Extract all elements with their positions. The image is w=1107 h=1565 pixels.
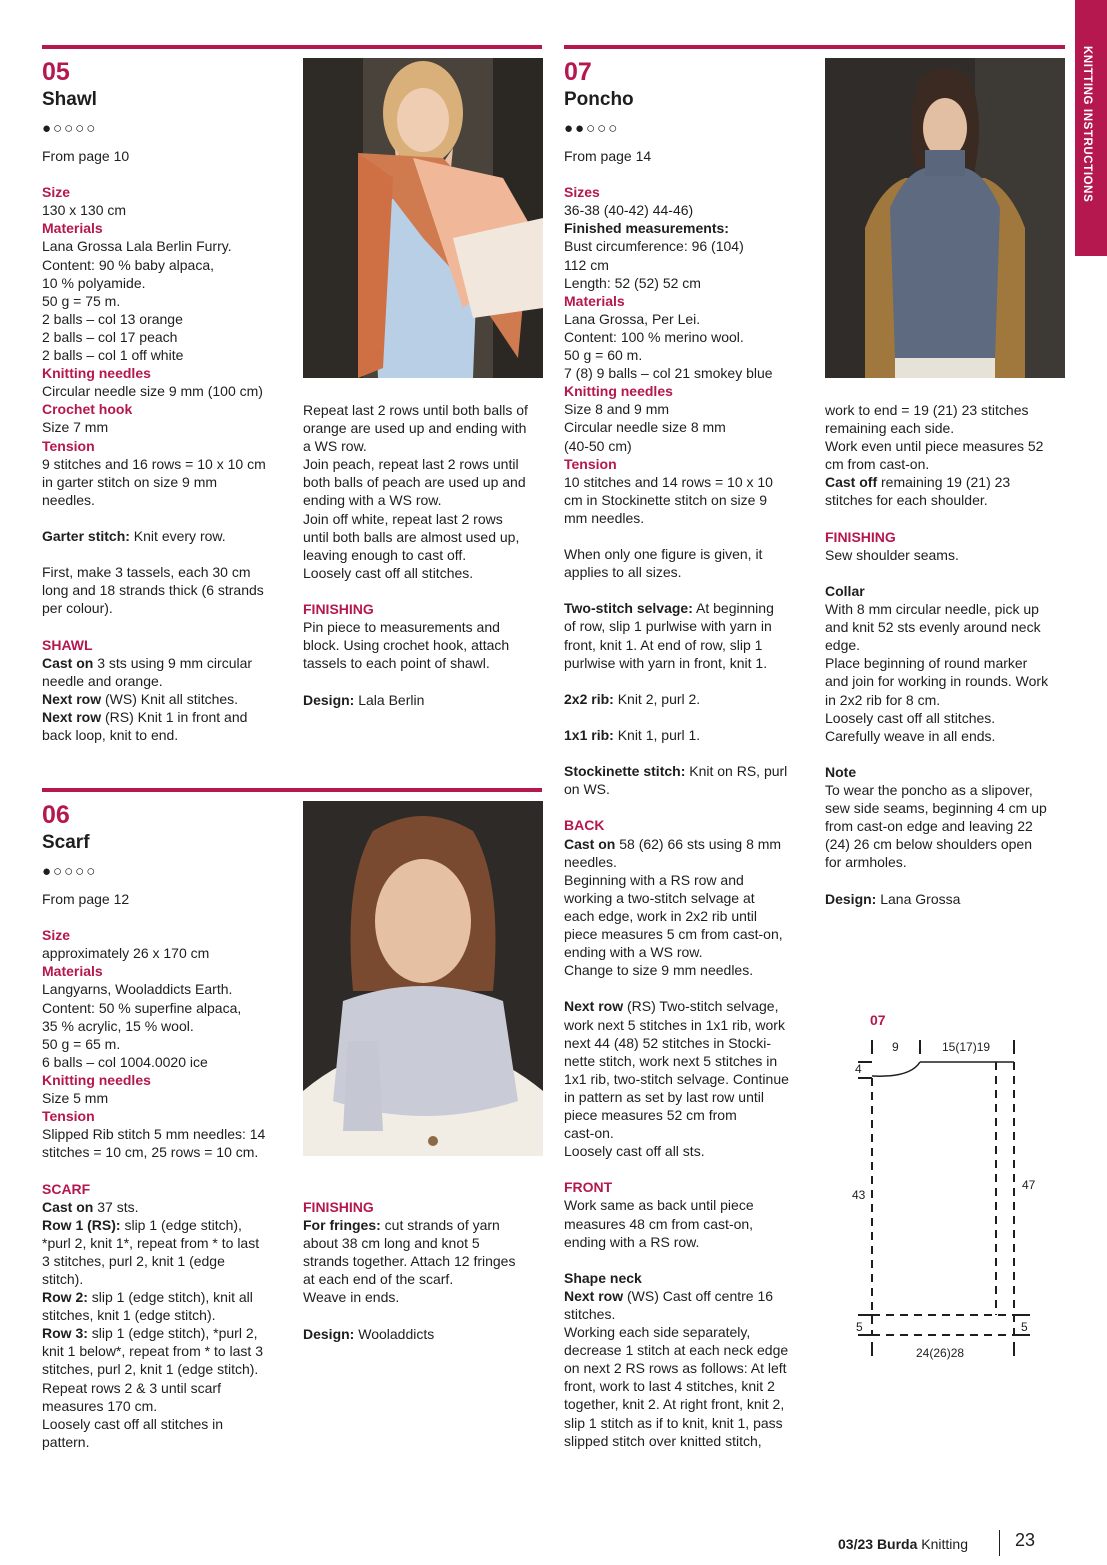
shawl-instructions (42, 147, 292, 744)
text: 50 g = 75 m. (42, 292, 121, 309)
text: until both balls are almost used up, (303, 528, 520, 545)
text: at each end of the scarf. (303, 1271, 454, 1288)
text: 1x1 rib, two-stitch selvage. Continue (564, 1070, 789, 1087)
subheading: Note (825, 763, 857, 780)
text: next 44 (48) 52 stitches in Stocki- (564, 1034, 771, 1051)
text: Work even until piece measures 52 (825, 438, 1044, 455)
heading: Size (42, 184, 71, 201)
shawl-photo (303, 58, 543, 378)
body-width: 24(26)28 (916, 1346, 965, 1360)
text: (40-50 cm) (564, 437, 632, 454)
text: Lana Grossa Lala Berlin Furry. (42, 238, 232, 255)
text: (24) 26 cm below shoulders open (825, 836, 1033, 853)
poncho-photo (825, 58, 1065, 378)
heading: BACK (564, 817, 605, 834)
text: orange are used up and ending with (303, 420, 527, 437)
text: about 38 cm long and knot 5 (303, 1235, 480, 1252)
heading: FRONT (564, 1179, 613, 1196)
scarf-photo (303, 801, 543, 1156)
text: Next row (WS) Knit all stitches. (42, 690, 239, 707)
heading: FINISHING (303, 601, 374, 618)
text: Next row (WS) Cast off centre 16 (564, 1287, 774, 1304)
text: mm needles. (564, 509, 645, 526)
text: Pin piece to measurements and (303, 619, 500, 636)
heading: Materials (564, 292, 625, 309)
text: Slipped Rib stitch 5 mm needles: 14 (42, 1126, 266, 1143)
text: Cast off remaining 19 (21) 23 (825, 474, 1011, 491)
text: back loop, knit to end. (42, 727, 179, 743)
neck-width: 9 (892, 1040, 899, 1054)
text: together, knit 2. At right front, knit 2, (564, 1396, 785, 1413)
text: in 2x2 rib for 8 cm. (825, 691, 941, 708)
rule-06 (42, 788, 542, 792)
text: Loosely cast off all sts. (564, 1143, 705, 1160)
text: Cast on 58 (62) 66 sts using 8 mm (564, 835, 782, 852)
text: 6 balls – col 1004.0020 ice (42, 1053, 208, 1070)
text: cm from cast-on. (825, 456, 930, 473)
text: work next 5 stitches in 1x1 rib, work (564, 1016, 785, 1033)
text: a WS row. (303, 438, 367, 455)
text: needles. (564, 853, 617, 870)
subheading: Collar (825, 582, 865, 599)
difficulty-rating: ●○○○○ (42, 863, 98, 880)
poncho-instructions-cont (825, 401, 1070, 908)
issue: 03/23 (838, 1536, 874, 1552)
text: ending with a WS row. (303, 492, 442, 509)
from-page: From page 14 (564, 148, 652, 164)
text: purlwise with yarn in front, knit 1. (564, 654, 768, 671)
design-credit: Design: Wooladdicts (303, 1325, 435, 1342)
footer-issue (838, 1536, 968, 1552)
text: Repeat rows 2 & 3 until scarf (42, 1379, 221, 1396)
text: decrease 1 stitch at each neck edge (564, 1342, 789, 1359)
text: Row 2: slip 1 (edge stitch), knit all (42, 1289, 253, 1306)
heading: SHAWL (42, 636, 93, 653)
poncho-instructions (564, 147, 814, 1450)
text: needle and orange. (42, 672, 163, 689)
shoulder-width: 15(17)19 (942, 1040, 991, 1054)
text: Langyarns, Wooladdicts Earth. (42, 981, 233, 998)
text: long and 18 strands thick (6 strands (42, 582, 264, 599)
text: both balls of peach are used up and (303, 474, 526, 491)
back-length: 47 (1022, 1178, 1036, 1192)
from-page: From page 12 (42, 891, 130, 907)
pattern-title: Poncho (564, 89, 634, 110)
poncho-schematic (840, 1030, 1040, 1370)
text: nette stitch, work next 5 stitches in (564, 1052, 778, 1069)
text: 35 % acrylic, 15 % wool. (42, 1017, 194, 1034)
text: slipped stitch over knitted stitch, (564, 1432, 762, 1449)
text: 2 balls – col 17 peach (42, 328, 178, 345)
text: Lana Grossa, Per Lei. (564, 310, 701, 327)
text: cm in Stockinette stitch on size 9 (564, 491, 768, 508)
text: Work same as back until piece (564, 1197, 754, 1214)
text: cast-on. (564, 1125, 614, 1142)
text: 1x1 rib: Knit 1, purl 1. (564, 727, 701, 743)
text: Loosely cast off all stitches. (825, 709, 996, 726)
text: Size 5 mm (42, 1090, 109, 1107)
text: 9 stitches and 16 rows = 10 x 10 cm (42, 455, 266, 472)
from-page: From page 10 (42, 148, 130, 164)
text: 7 (8) 9 balls – col 21 smokey blue (564, 365, 773, 382)
text: sew side seams, beginning 4 cm up (825, 800, 1047, 817)
text: ending with a RS row. (564, 1233, 700, 1250)
text: on WS. (564, 781, 610, 798)
text: 50 g = 60 m. (564, 347, 643, 364)
subheading: Shape neck (564, 1269, 642, 1286)
difficulty-rating: ●○○○○ (42, 120, 98, 137)
text: 50 g = 65 m. (42, 1035, 121, 1052)
rib-depth-left: 5 (856, 1320, 863, 1334)
brand: Burda (876, 1536, 918, 1552)
text: strands together. Attach 12 fringes (303, 1253, 516, 1270)
text: Place beginning of round marker (825, 655, 1028, 672)
rib-depth-right: 5 (1021, 1320, 1028, 1334)
text: for armholes. (825, 854, 907, 871)
text: Content: 90 % baby alpaca, (42, 256, 215, 273)
design-credit: Design: Lala Berlin (303, 691, 425, 708)
text: working a two-stitch selvage at (564, 889, 755, 906)
text: leaving enough to cast off. (303, 546, 467, 563)
neck-depth: 4 (855, 1062, 862, 1076)
text: each edge, work in 2x2 rib until (564, 907, 757, 924)
heading: SCARF (42, 1180, 91, 1197)
text: in garter stitch on size 9 mm (42, 473, 218, 490)
heading: Knitting needles (42, 1071, 151, 1088)
heading: Tension (42, 1108, 95, 1125)
heading: Materials (42, 220, 103, 237)
text: stitches for each shoulder. (825, 492, 988, 509)
difficulty-rating: ●●○○○ (564, 120, 620, 137)
shawl-instructions-cont (303, 401, 548, 709)
text: Bust circumference: 96 (104) (564, 238, 744, 255)
text: knit 1 below*, repeat from * to last 3 (42, 1343, 263, 1360)
text: and knit 52 sts evenly around neck (825, 619, 1041, 636)
text: Repeat last 2 rows until both balls of (303, 402, 528, 418)
heading: Sizes (564, 184, 600, 201)
text: Length: 52 (52) 52 cm (564, 274, 701, 291)
text: Row 3: slip 1 (edge stitch), *purl 2, (42, 1325, 258, 1342)
text: 10 % polyamide. (42, 274, 146, 291)
text: Size 8 and 9 mm (564, 401, 670, 418)
pattern-number: 05 (42, 58, 70, 86)
text: Join off white, repeat last 2 rows (303, 510, 503, 527)
text: Circular needle size 8 mm (564, 419, 726, 436)
text: measures 48 cm from cast-on, (564, 1215, 754, 1232)
text: Row 1 (RS): slip 1 (edge stitch), (42, 1216, 242, 1233)
heading: Tension (42, 437, 95, 454)
text: piece measures 52 cm from (564, 1106, 737, 1123)
text: Weave in ends. (303, 1289, 400, 1306)
section-tab-label: KNITTING INSTRUCTIONS (1081, 46, 1093, 203)
text: *purl 2, knit 1*, repeat from * to last (42, 1234, 260, 1251)
magazine: Knitting (921, 1536, 968, 1552)
text: pattern. (42, 1433, 90, 1450)
text: Cast on 37 sts. (42, 1198, 139, 1215)
heading: Materials (42, 963, 103, 980)
text: from cast-on edge and leaving 22 (825, 818, 1033, 835)
text: Beginning with a RS row and (564, 871, 744, 888)
heading: FINISHING (825, 528, 896, 545)
heading: FINISHING (303, 1199, 374, 1215)
subheading: Finished measurements: (564, 220, 729, 237)
text: Carefully weave in all ends. (825, 727, 996, 744)
pattern-title: Scarf (42, 832, 90, 853)
text: front, work to last 4 stitches, knit 2 (564, 1378, 775, 1395)
heading: Crochet hook (42, 401, 133, 418)
text: Loosely cast off all stitches. (303, 564, 474, 581)
text: measures 170 cm. (42, 1397, 158, 1414)
scarf-instructions-cont (303, 1198, 548, 1343)
text: 10 stitches and 14 rows = 10 x 10 (564, 473, 773, 490)
text: per colour). (42, 600, 113, 617)
text: Content: 100 % merino wool. (564, 328, 744, 345)
text: Change to size 9 mm needles. (564, 962, 754, 979)
design-credit: Design: Lana Grossa (825, 890, 961, 907)
pattern-number: 06 (42, 801, 70, 829)
pattern-title: Shawl (42, 89, 97, 110)
heading: Size (42, 927, 71, 944)
heading: Knitting needles (564, 383, 673, 400)
text: Two-stitch selvage: At beginning (564, 600, 774, 617)
text: stitch). (42, 1270, 84, 1287)
text: needles. (42, 491, 95, 508)
section-tab (1075, 0, 1107, 256)
text: 112 cm (564, 256, 609, 273)
text: block. Using crochet hook, attach (303, 637, 510, 654)
text: Garter stitch: Knit every row. (42, 527, 226, 544)
rule-07 (564, 45, 1065, 49)
text: Circular needle size 9 mm (100 cm) (42, 383, 263, 400)
text: approximately 26 x 170 cm (42, 945, 210, 962)
text: 2 balls – col 1 off white (42, 347, 184, 364)
text: stitches. (564, 1306, 616, 1322)
scarf-instructions (42, 890, 297, 1451)
text: Loosely cast off all stitches in (42, 1415, 224, 1432)
text: Next row (RS) Knit 1 in front and (42, 708, 248, 725)
footer-divider (999, 1530, 1000, 1556)
text: Stockinette stitch: Knit on RS, purl (564, 763, 788, 780)
text: remaining each side. (825, 420, 955, 437)
text: Working each side separately, (564, 1324, 751, 1341)
front-length: 43 (852, 1188, 866, 1202)
text: 2 balls – col 13 orange (42, 310, 183, 327)
text: Next row (RS) Two-stitch selvage, (564, 998, 779, 1015)
text: stitches, purl 2, knit 1 (edge stitch). (42, 1361, 259, 1378)
pattern-number: 07 (564, 58, 592, 86)
text: on next 2 RS rows as follows: At left (564, 1360, 787, 1377)
text: stitches, knit 1 (edge stitch). (42, 1307, 216, 1324)
text: ending with a WS row. (564, 944, 703, 961)
heading: Knitting needles (42, 365, 151, 382)
text: front, knit 1. At end of row, slip 1 (564, 636, 763, 653)
heading: Tension (564, 455, 617, 472)
text: When only one figure is given, it (564, 546, 763, 563)
text: 3 stitches, purl 2, knit 1 (edge (42, 1252, 225, 1269)
text: Join peach, repeat last 2 rows until (303, 456, 519, 473)
text: To wear the poncho as a slipover, (825, 781, 1033, 798)
text: and join for working in rounds. Work (825, 673, 1049, 690)
text: Content: 50 % superfine alpaca, (42, 999, 242, 1016)
page-number: 23 (1015, 1530, 1036, 1550)
text: For fringes: cut strands of yarn (303, 1217, 500, 1234)
text: 130 x 130 cm (42, 202, 127, 219)
text: slip 1 stitch as if to knit, knit 1, pass (564, 1414, 783, 1431)
diagram-label: 07 (870, 1012, 886, 1028)
text: of row, slip 1 purlwise with yarn in (564, 618, 772, 635)
text: With 8 mm circular needle, pick up (825, 601, 1039, 618)
text: Size 7 mm (42, 419, 109, 436)
text: 36-38 (40-42) 44-46) (564, 202, 694, 219)
text: edge. (825, 637, 861, 654)
text: Sew shoulder seams. (825, 546, 959, 563)
text: in pattern as set by last row until (564, 1088, 764, 1105)
text: applies to all sizes. (564, 564, 682, 581)
rule-05 (42, 45, 542, 49)
text: stitches = 10 cm, 25 rows = 10 cm. (42, 1144, 259, 1161)
text: work to end = 19 (21) 23 stitches (825, 402, 1029, 418)
text: First, make 3 tassels, each 30 cm (42, 564, 251, 581)
text: tassels to each point of shawl. (303, 655, 490, 672)
text: Cast on 3 sts using 9 mm circular (42, 654, 253, 671)
text: piece measures 5 cm from cast-on, (564, 926, 783, 943)
text: 2x2 rib: Knit 2, purl 2. (564, 690, 701, 707)
